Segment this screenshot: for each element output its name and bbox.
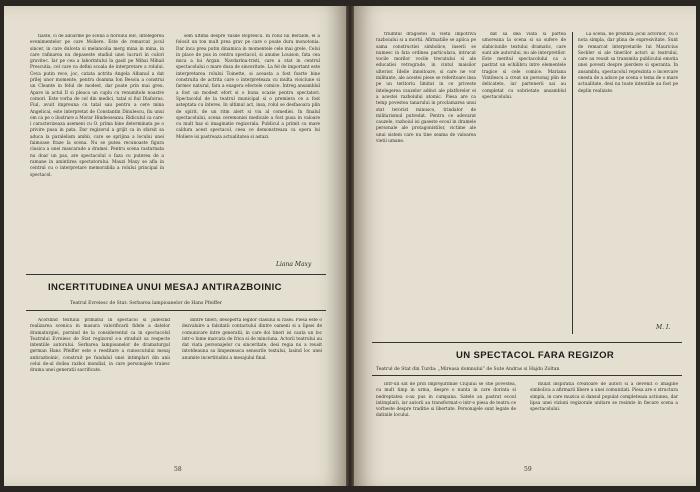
left-column-3-text: Acordind textului primatul in spectacol si judecind realizarea scenica in masura valorificarii fidele a datelor dramaturgiei, pornind de la considerentul ca in spectacolul Teatrului Evreiesc de Stat regizorul s-a straduit sa respecte intentiile autorului. Serbarea lampioanelor de dramaturgul german Hans Pfeiffer este o reeditare a cunoscutului mesaj antirazboinic, construit pe fundalul unei intimplari din anii celui de-al doilea razboi mondial, in care personajele traiesc drama unei generatii sacrificate. xyxy=(30,318,170,374)
right-heading-bottom-rule xyxy=(372,375,682,376)
right-page-number: 59 xyxy=(524,466,532,473)
right-column-6-text: mulat inspiratia creatoare de autori si a devenit o imagine simbolica a afirmarii libere a unei comunitati. Piesa are o structura simpla, in care muzica si dansul populat completeaza actiunea, dar lipsa unei viziuni regizorale unitare se resimte in fiecare scena a spectacolului. xyxy=(530,382,678,413)
right-column-4 xyxy=(578,32,678,322)
left-column-2-text: sem ultima despre Vasile Boprescu. In rolul lui Beralde, el a folosit un ton mult prea grav pe care o poate dura monotonia. Dar inca prea putin dinamica in momentele cele mai grele. Celui in place de pus in centru spectacol, si anume Louison, fata cea mica a lui Argan. Navdarina-tristi, care a stat in centrul spectacolului o mare doza de sinceritate. La fel de important este interpretarea rolului Toinette, si aceasta a fost foarte bine construita de actrita care o interpreteaza cu multa vioiciune si farmec natural, fara a exagera efectele comice. Intreg ansamblul a fost un modest efort si o buna ocazie pentru spectatori. Spectacolul de la teatrul municipal si o premiera ce a fost asteptata cu interes. In ultimul act, insa, rolul se desfasoara plin de spirit, de un ritm alert si viu al comediei. In finalul spectacolului, scena ceremoniei medicale a fost pusa in valoare cu mult haz si imaginatie regizorala. Publicul a primit cu mare caldura acest spectacol, ceea ce demonstreaza ca opera lui Moliere isi pastreaza actualitatea si astazi. xyxy=(176,34,320,140)
right-column-3-text: dat sa dea viata si partea umoreana la scena si sa sufere de slabiciunile textului dramatic, care sunt ale autorului, nu ale interpretilor. Este meritul spectacolului ca a pastrat un echilibru intre elementele tragice si cele comice. Mariana Vintilescu a creat un personaj plin de delicatete, iar partenerii sai au completat cu sobrietate ansamblul spectacolului. xyxy=(482,32,566,100)
right-heading-top-rule xyxy=(372,342,682,343)
left-article-heading: INCERTITUDINEA UNUI MESAJ ANTIRAZBOINIC xyxy=(48,282,282,293)
right-column-1-text: triumful dragostei si vietii impotriva razboiului si a mortii. Afirmatiile se aplica pe sama constructiei simbolice, inserii se numesc in fata ordinea particulara, intrucat vocile morilor vocile trecutului si ale educatiei retrograde, in cintul maisilor ulterior. Ideile innoitoare, si care ne vor militante, ale acestei piese se referitoare insa pe un teritoriu limitat in ce priveste intelegerea cauzelor adinci ale platforelor ei a acestei razboiului atomic. Piesa are ca temp povestea tanarului in proclamarea unui stat terorist minusco, trindator de militarismul putredat. Pentru ce adevarat cauzele, razboiul isi gaseste ecoul in dramele personale ale protagonistilor, victime ale unui sistem care nu tine seama de valoarea vietii umane. xyxy=(376,32,476,145)
right-column-5 xyxy=(376,382,516,462)
left-column-3 xyxy=(30,318,170,444)
right-column-1 xyxy=(376,32,476,352)
right-article-subhead: Teatrul de Stat din Turda: „Mireasa domnului” de Sute Andras si Hajdu Zoltan xyxy=(376,367,560,372)
left-signature: Liana Maxy xyxy=(276,261,312,268)
left-article-subhead: Teatrul Evreiesc de Stat: Serbarea lampioanelor de Hans Pfeiffer xyxy=(70,301,222,306)
left-heading-bottom-rule xyxy=(26,310,326,311)
right-signature: M. I. xyxy=(656,324,671,331)
right-column-5-text: Intr-un sat de prin imprejurimile Clujului se stie povestea, cu mult timp in urma, despre o nunta in care dorinta si nedreptatea s-au pus in cumpana. Satele au pastrat ecoul intimplarii, iar autorii au transformat-o intr-o piesa de teatru ce vorbeste despre traditie si libertate. Personajele sunt legate de datinile locului. xyxy=(376,382,516,419)
right-column-4-text: La scena, ne prezinta jocul actorilor, cu o nota simpla, dar plina de expresivitate. Sunt de remarcat interpretarile lui Mauricius Seckler si ale tinerilor actori ai teatrului, care au reusit sa transmita publicului emotia unei povesti despre pierdere si speranta. In ansamblu, spectacolul reprezinta o incercare onesta de a aduce pe scena o tema de o mare actualitate, desi nu toate intentiile au fost pe deplin realizate. xyxy=(578,32,678,94)
right-column-3 xyxy=(482,32,566,352)
right-article-heading: UN SPECTACOL FARA REGIZOR xyxy=(456,350,615,361)
left-column-2 xyxy=(176,34,320,262)
right-page xyxy=(354,6,696,486)
left-column-1-text: tiaste, ci de adoarme pe scena a fioroilui lelc, intelegerea evenimentelor pe care Moliere. Este de remarcat jocul sincer, in care dulceta si melancolia merg mina in mina, in care rafinarea nu depaseste stadiul unei lucrari in culori gravitec. Iar pe cea a laborintului la gasit pe Mihai Mihail Prescutia, cel care va defini scoala de interpretare a rolului. Ceva putin rece, joc, catata actrita Angela Albanul a dat prilej unor momente, pentru doamna Ion Besoiu a construi un Cleante in felul de modest, dar poate prin mai greu. Apare in actul II si pleaca un cuplu cu renumitele noastre comori. Este vorba de cel din medici, tatal si fiul Diafoirus. Fiul, avuit impreuna cu tatal sau pentru a cere mina Angelicai, este interpretat de Constantin Dinulescu, fiu unui om ca pe o ilustrare a Morar Hindeoseanu. Ridiculul ca care-i caracterizeaza asemeni cu O. prima bine determinata pe o privire pusa in pata. Dar regizorul a grijit ca in sfarsit sa aduca la paralelism ambii, care se sprijina a locului unei faimoase fraze la scena. Nu se putea recunoaste figura clasica a unei mascarade a dramei. Pentru scena rasturnata nu doar un pas, are spectacolul o faza cu puterea de a ramane in amintirea spectatorului. Mauzi Maxy se afla in centrul cu o interpretare memorabila a rolului principal in spectacol. xyxy=(30,34,164,178)
book-gutter xyxy=(346,6,354,486)
left-page-number: 58 xyxy=(174,466,182,473)
left-column-4-text: dintre tineri, desoperta legilor clasului si rasei. Piesa este o dezvaluire a falsitatii contactului dintre oameni si a lipsei de comunicare intre generatii, in care doi tineri isi cauta un loc intr-o lume marcata de frica si de minciuna. Actorii teatrului au dat viata personajelor cu sinceritate, desi regia nu a reusit intotdeauna sa limpezeasca sensurile textului, lasind loc unei anumite incertitudini a mesajului final. xyxy=(182,318,322,361)
right-column-divider xyxy=(572,32,573,334)
right-column-6 xyxy=(530,382,678,462)
left-page xyxy=(4,6,346,486)
left-column-4 xyxy=(182,318,322,444)
left-heading-top-rule xyxy=(26,274,326,275)
left-column-1 xyxy=(30,34,164,266)
